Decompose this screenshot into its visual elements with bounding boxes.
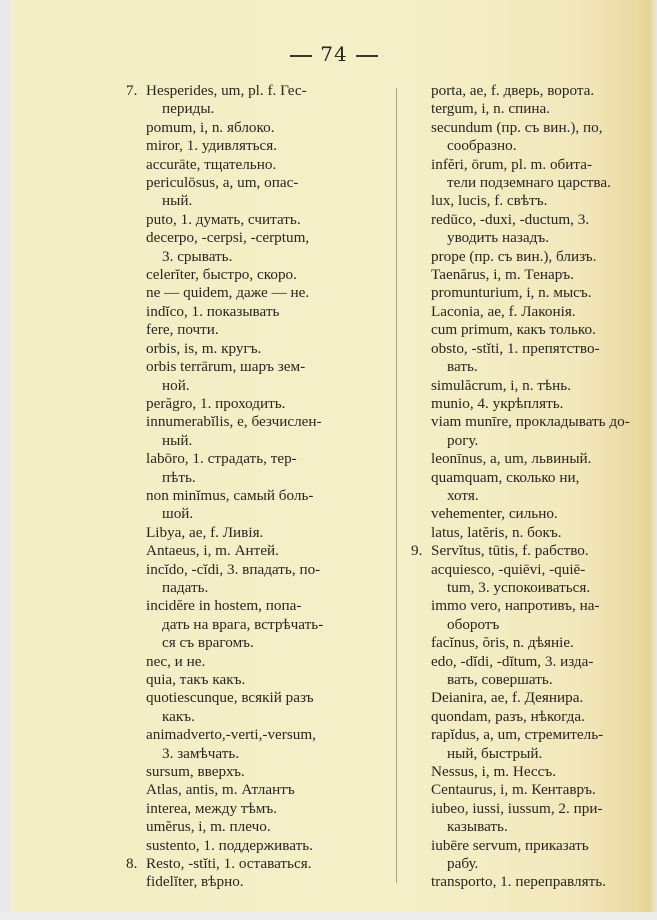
entry-continuation: тели подземнаго царства. [447,174,611,192]
vocabulary-entry [413,321,653,339]
entry-continuation: ный, быстрый. [447,744,543,762]
vocabulary-entry [413,377,653,395]
page-number: 74 [320,42,348,66]
entry-text: infĕri, ōrum, pl. m. обита- [431,155,593,173]
vocabulary-entry [413,119,653,156]
vocabulary-entry [413,524,653,542]
entry-text: umĕrus, i, m. плечо. [146,818,271,836]
entry-text: fidelĭter, вѣрно. [146,873,244,891]
entry-text: iubeo, iussi, iussum, 2. при- [431,799,603,817]
entry-text: Hesperides, um, pl. f. Гес- [146,82,307,99]
vocabulary-entry [128,800,393,818]
vocabulary-entry [128,837,393,855]
vocabulary-entry [128,763,393,781]
vocabulary-entry [128,340,393,358]
vocabulary-entry [128,597,393,652]
entry-text: acquiesco, -quiēvi, -quiē- [431,560,586,578]
entry-text: nec, и не. [146,652,206,670]
vocabulary-entry [413,303,653,321]
vocabulary-entry [413,505,653,523]
entry-text: quamquam, сколько ни, [431,468,580,486]
vocabulary-entry [128,321,393,339]
entry-text: munio, 4. укрѣплять. [431,394,564,412]
vocabulary-entry [413,395,653,413]
entry-continuation: ный. [162,192,193,210]
vocabulary-entry [128,781,393,799]
entry-text: orbis, is, m. кругъ. [146,339,262,357]
entry-text: porta, ae, f. дверь, ворота. [431,82,595,99]
section-number: 8. [126,855,138,873]
vocabulary-entry [413,100,653,118]
vocabulary-entry [128,137,393,155]
entry-continuation: ной. [162,376,190,394]
entry-continuation: периды. [162,100,215,118]
vocabulary-entry [128,818,393,836]
left-column [128,82,393,892]
entry-text: orbis terrārum, шаръ зем- [146,358,306,376]
vocabulary-entry [413,689,653,707]
entry-text: indĭco, 1. показывать [146,302,280,320]
entry-continuation: вать. [447,358,478,376]
entry-continuation: пѣть. [162,468,196,486]
vocabulary-entry [413,781,653,799]
column-divider [396,88,397,883]
entry-continuation: оборотъ [447,615,500,633]
vocabulary-entry [128,82,393,119]
entry-continuation: падать. [162,578,209,596]
vocabulary-entry [128,358,393,395]
vocabulary-entry [128,413,393,450]
entry-continuation: ный. [162,431,193,449]
entry-continuation: сообразно. [447,137,517,155]
page-header [11,42,657,66]
vocabulary-entry [413,800,653,837]
vocabulary-entry [128,211,393,229]
entry-text: redūco, -duxi, -ductum, 3. [431,210,590,228]
vocabulary-entry [413,340,653,377]
entry-text: quotiescunque, всякій разъ [146,689,314,707]
vocabulary-entry [413,837,653,874]
entry-text: puto, 1. думать, считать. [146,210,301,228]
entry-text: tergum, i, n. спина. [431,100,551,118]
entry-text: miror, 1. удивляться. [146,137,278,155]
vocabulary-entry [128,855,393,873]
vocabulary-entry [413,469,653,506]
entry-text: non minĭmus, самый боль- [146,486,314,504]
header-dash-right [356,55,378,57]
entry-text: prope (пр. съ вин.), близъ. [431,247,597,265]
entry-text: leonīnus, a, um, львиный. [431,450,592,468]
entry-text: fere, почти. [146,321,219,339]
vocabulary-entry [128,542,393,560]
vocabulary-entry [413,82,653,100]
entry-text: simulăcrum, i, n. тѣнь. [431,376,572,394]
vocabulary-entry [128,229,393,266]
header-dash-left [290,55,312,57]
vocabulary-entry [413,597,653,634]
entry-continuation: дать на врага, встрѣчать- [162,615,324,633]
entry-text: obsto, -stĭti, 1. препятство- [431,339,600,357]
entry-text: quia, такъ какъ. [146,671,246,688]
vocabulary-entry [413,873,653,891]
vocabulary-entry [413,450,653,468]
entry-continuation: вать, совершать. [447,671,553,688]
vocabulary-entry [413,413,653,450]
entry-text: interea, между тѣмъ. [146,799,278,817]
entry-text: labōro, 1. страдать, тер- [146,450,297,468]
entry-text: sustento, 1. поддерживать. [146,836,313,854]
entry-continuation: какъ. [162,707,195,725]
entry-text: viam munīre, прокладывать до- [431,413,630,431]
entry-text: Centaurus, i, m. Кентавръ. [431,781,596,799]
entry-continuation: рогу. [447,431,479,449]
entry-continuation: ся съ врагомъ. [162,634,254,652]
entry-continuation: 3. срывать. [162,247,233,265]
entry-text: vehementer, сильно. [431,505,558,523]
entry-text: rapĭdus, a, um, стремитель- [431,726,604,744]
vocabulary-entry [128,174,393,211]
vocabulary-entry [413,561,653,598]
entry-text: Servĭtus, tūtis, f. рабство. [431,542,589,560]
entry-continuation: tum, 3. успокоиваться. [447,578,591,596]
entry-continuation: казывать. [447,818,508,836]
vocabulary-entry [413,542,653,560]
vocabulary-entry [413,192,653,210]
vocabulary-entry [128,671,393,689]
entry-text: pomum, i, n. яблоко. [146,118,275,136]
entry-text: celerĭter, быстро, скоро. [146,266,297,284]
vocabulary-entry [128,524,393,542]
entry-text: Antaeus, i, m. Антей. [146,542,279,560]
entry-text: immo vero, напротивъ, на- [431,597,600,615]
entry-text: Nessus, i, m. Нессъ. [431,763,557,781]
entry-text: Libya, ae, f. Ливія. [146,523,264,541]
vocabulary-entry [128,561,393,598]
entry-text: transporto, 1. переправлять. [431,873,606,891]
vocabulary-entry [128,653,393,671]
vocabulary-entry [413,708,653,726]
entry-text: lux, lucis, f. свѣтъ. [431,192,548,210]
entry-text: latus, latĕris, n. бокъ. [431,523,562,541]
entry-text: Laconia, ae, f. Лаконія. [431,302,576,320]
vocabulary-entry [128,873,393,891]
vocabulary-entry [128,284,393,302]
vocabulary-entry [128,303,393,321]
entry-text: accurāte, тщательно. [146,155,277,173]
entry-text: periculōsus, a, um, опас- [146,174,299,192]
right-column [413,82,653,892]
entry-text: Resto, -stĭti, 1. оставаться. [146,855,312,873]
entry-text: Deianira, ae, f. Деянира. [431,689,584,707]
vocabulary-entry [413,763,653,781]
vocabulary-entry [413,284,653,302]
entry-text: decerpo, -cerpsi, -cerptum, [146,229,310,247]
entry-text: incĭdo, -cĭdi, 3. впадать, по- [146,560,321,578]
entry-continuation: уводить назадъ. [447,229,550,247]
entry-text: edo, -dĭdi, -dĭtum, 3. изда- [431,652,594,670]
entry-text: quondam, разъ, нѣкогда. [431,707,585,725]
vocabulary-entry [413,211,653,248]
vocabulary-entry [128,450,393,487]
entry-text: promunturium, i, n. мысъ. [431,284,592,302]
entry-continuation: 3. замѣчать. [162,744,240,762]
vocabulary-entry [413,653,653,690]
entry-text: iubēre servum, приказать [431,836,589,854]
entry-continuation: хотя. [447,486,479,504]
entry-text: secundum (пр. съ вин.), по, [431,118,603,136]
entry-text: Taenărus, i, m. Тенаръ. [431,266,574,284]
vocabulary-entry [128,487,393,524]
entry-text: sursum, вверхъ. [146,763,245,781]
entry-text: incidĕre in hostem, попа- [146,597,302,615]
vocabulary-entry [413,634,653,652]
entry-continuation: шой. [162,505,194,523]
vocabulary-entry [128,689,393,726]
entry-text: animadverto,-verti,-versum, [146,726,316,744]
book-page [11,0,657,912]
vocabulary-entry [128,119,393,137]
vocabulary-entry [128,726,393,763]
entry-continuation: рабу. [447,855,479,873]
section-number: 7. [126,82,138,99]
vocabulary-entry [413,156,653,193]
entry-text: facĭnus, ŏris, n. дѣяніе. [431,634,574,652]
bottom-margin [0,912,657,920]
vocabulary-entry [128,266,393,284]
entry-text: perăgro, 1. проходить. [146,394,286,412]
entry-text: Atlas, antis, m. Атлантъ [146,781,295,799]
vocabulary-entry [413,248,653,266]
entry-text: cum primum, какъ только. [431,321,596,339]
entry-text: ne — quidem, даже — не. [146,284,310,302]
entry-text: innumerabĭlis, e, безчислен- [146,413,322,431]
vocabulary-entry [413,726,653,763]
vocabulary-entry [128,156,393,174]
section-number: 9. [411,542,423,560]
vocabulary-entry [413,266,653,284]
vocabulary-entry [128,395,393,413]
